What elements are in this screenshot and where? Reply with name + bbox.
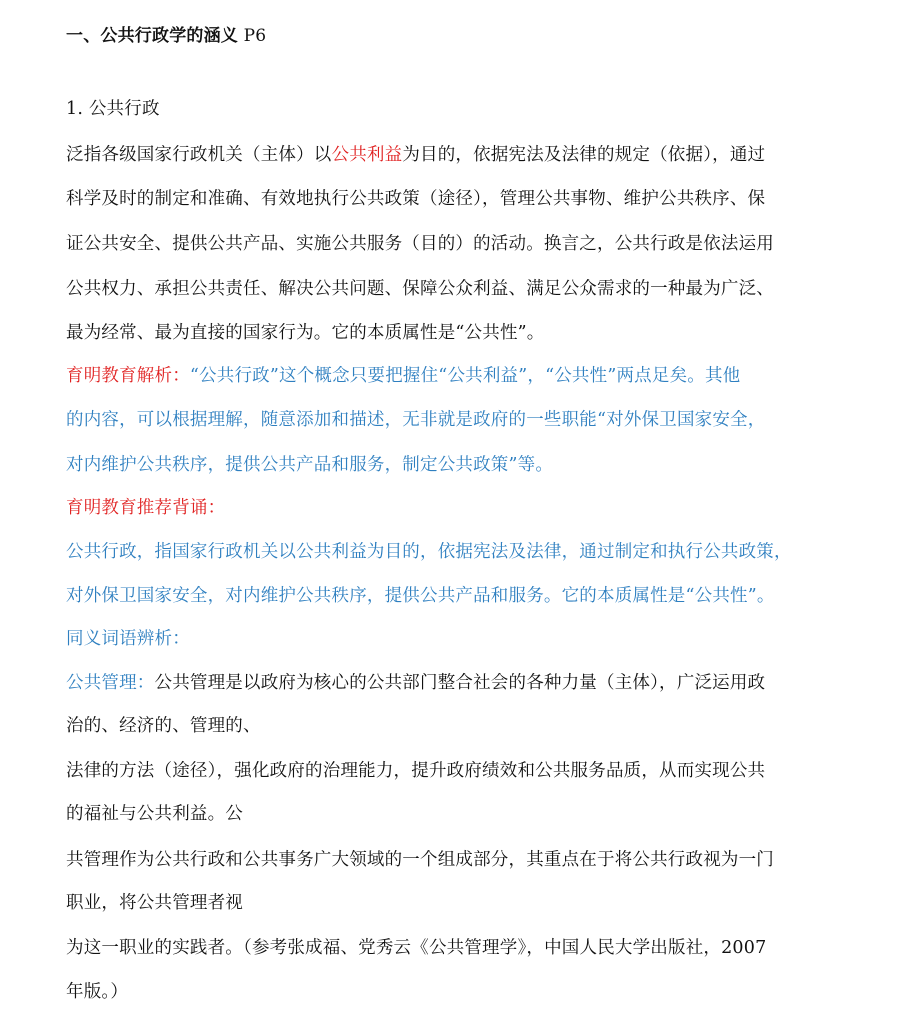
section-heading-title: 一、公共行政学的涵义 (66, 26, 238, 46)
recommend-line-1: 公共行政，指国家行政机关以公共利益为目的，依据宪法及法律，通过制定和执行公共政策， (66, 542, 792, 562)
analysis-label: 育明教育解析： (66, 366, 190, 386)
definition-text: 泛指各级国家行政机关（主体）以 (66, 145, 332, 165)
synonyms-line-8: 年版。） (66, 982, 129, 1002)
highlight-public-interest: 公共利益 (331, 145, 403, 165)
synonyms-line-2: 治的、经济的、管理的、 (66, 716, 261, 736)
analysis-line-3: 对内维护公共秩序，提供公共产品和服务，制定公共政策”等。 (66, 455, 554, 475)
section-heading (66, 24, 266, 48)
definition-line-2: 科学及时的制定和准确、有效地执行公共政策（途径），管理公共事物、维护公共秩序、保 (66, 189, 766, 209)
synonyms-line-3: 法律的方法（途径），强化政府的治理能力，提升政府绩效和公共服务品质，从而实现公共 (66, 761, 766, 781)
synonyms-line-4: 的福祉与公共利益。公 (66, 804, 243, 824)
synonym-term-public-management: 公共管理： (66, 673, 155, 693)
analysis-line-2: 的内容，可以根据理解，随意添加和描述，无非就是政府的一些职能“对外保卫国家安全， (66, 410, 766, 430)
recommend-line-2: 对外保卫国家安全，对内维护公共秩序，提供公共产品和服务。它的本质属性是“公共性”。 (66, 586, 775, 606)
synonyms-text: 公共管理是以政府为核心的公共部门整合社会的各种力量（主体），广泛运用政 (154, 673, 766, 693)
synonyms-line-6: 职业，将公共管理者视 (66, 893, 243, 913)
analysis-text: “公共行政”这个概念只要把握住“公共利益”，“公共性”两点足矣。其他 (189, 366, 741, 386)
synonyms-line-5: 共管理作为公共行政和公共事务广大领域的一个组成部分，其重点在于将公共行政视为一门 (66, 850, 774, 870)
definition-text: 为目的，依据宪法及法律的规定（依据），通过 (402, 145, 766, 165)
synonyms-label: 同义词语辨析： (66, 629, 190, 649)
recommend-label: 育明教育推荐背诵： (66, 498, 226, 518)
synonyms-line-1 (66, 671, 765, 695)
subheading-public-administration: 1. 公共行政 (66, 99, 160, 119)
definition-line-5: 最为经常、最为直接的国家行为。它的本质属性是“公共性”。 (66, 323, 545, 343)
definition-line-4: 公共权力、承担公共责任、解决公共问题、保障公众利益、满足公众需求的一种最为广泛、 (66, 279, 774, 299)
analysis-line-1 (66, 364, 740, 388)
definition-line-3: 证公共安全、提供公共产品、实施公共服务（目的）的活动。换言之，公共行政是依法运用 (66, 234, 774, 254)
definition-line-1 (66, 143, 765, 167)
section-heading-page-ref: P6 (238, 26, 267, 46)
synonyms-line-7: 为这一职业的实践者。（参考张成福、党秀云《公共管理学》，中国人民大学出版社，2007 (66, 938, 767, 958)
